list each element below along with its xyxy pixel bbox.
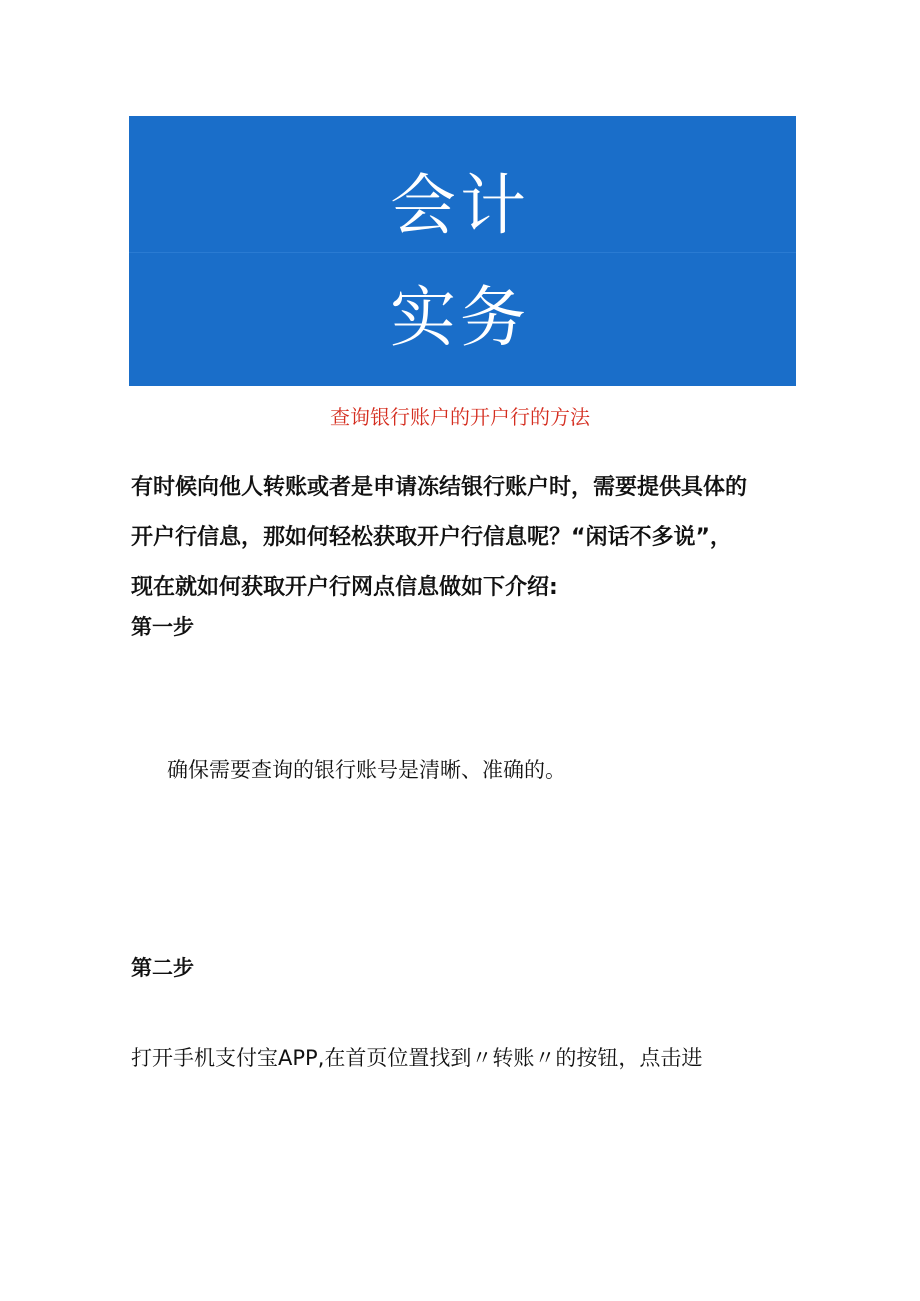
step1-heading: 第一步 [131, 615, 194, 639]
intro-line: 现在就如何获取开户行网点信息做如下介绍: [131, 575, 558, 600]
document-title: 查询银行账户的开户行的方法 [330, 405, 590, 429]
banner-divider [129, 252, 796, 253]
step1-text: 确保需要查询的银行账号是清晰、准确的。 [167, 758, 566, 782]
step2-text: 打开手机支付宝APP,在首页位置找到〃转账〃的按钮，点击进 [131, 1046, 703, 1070]
banner-title-line1: 会计 [390, 167, 530, 244]
intro-line: 开户行信息，那如何轻松获取开户行信息呢？“闲话不多说”， [131, 525, 732, 550]
step2-heading: 第二步 [131, 956, 194, 980]
intro-line: 有时候向他人转账或者是申请冻结银行账户时，需要提供具体的 [131, 475, 748, 500]
banner-title-line2: 实务 [390, 279, 530, 356]
intro-paragraph [131, 463, 801, 613]
